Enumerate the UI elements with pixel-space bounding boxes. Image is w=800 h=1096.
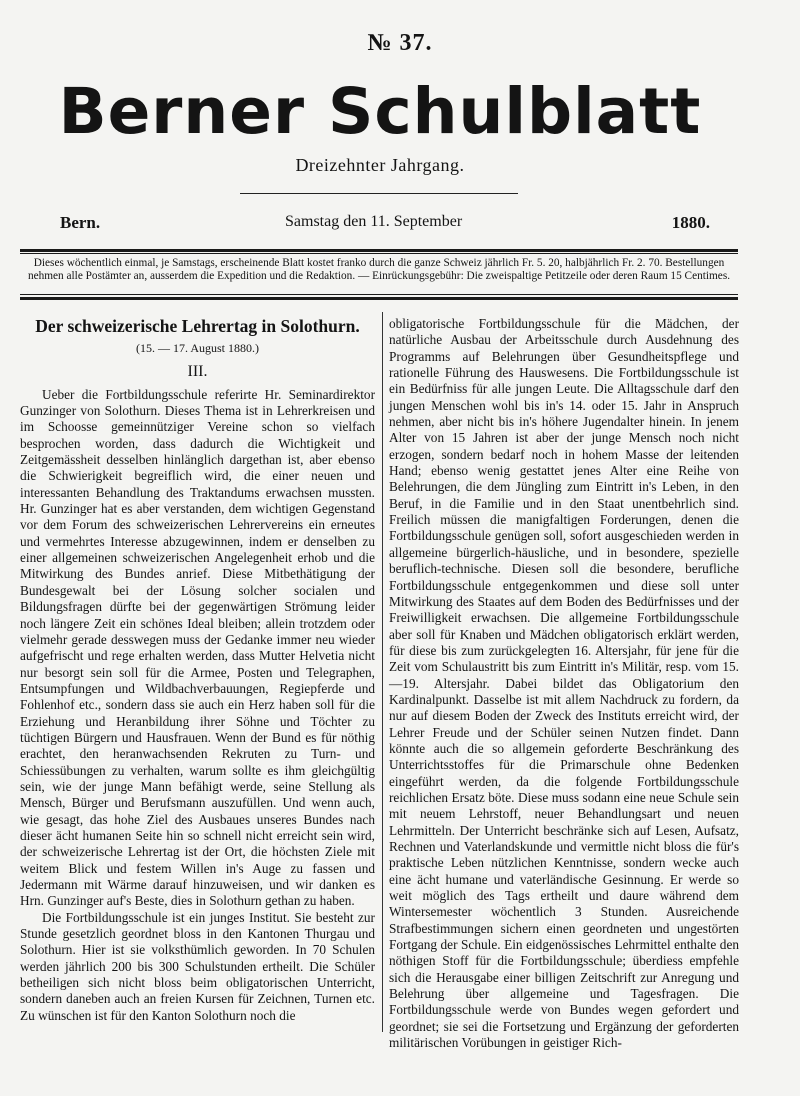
left-column xyxy=(20,316,375,1024)
issue-year: 1880. xyxy=(671,213,710,232)
masthead-divider xyxy=(240,193,518,194)
issue-date: Samstag den 11. September xyxy=(285,213,463,230)
masthead-title: Berner Schulblatt xyxy=(58,75,702,148)
column-divider xyxy=(382,312,383,1032)
article-title: Der schweizerische Lehrertag in Solothurn. xyxy=(35,316,360,336)
notice-bottom-rule-thin xyxy=(20,294,738,295)
right-column xyxy=(389,316,739,1051)
subscription-notice: Dieses wöchentlich einmal, je Samstags, erscheinende Blatt kostet franko durch die ganze Schweiz jährlich Fr. 5. 20, halbjährlich Fr. 2. 70. Bestellungen nehmen alle Postämter an, ausserdem die Expedition und die Redaktion. — Einrückungsgebühr: Die zweispaltige Petitzeile oder deren Raum 15 Centimes. xyxy=(27,257,731,282)
notice-top-rule xyxy=(20,249,738,252)
paragraph: Ueber die Fortbildungsschule referirte Hr. Seminardirektor Gunzinger von Solothurn. Dieses Thema ist in Lehrerkreisen und im Schoosse gemeinnütziger Vereine schon so vielfach besprochen worden, dass dadurch die Wichtigkeit und Zeitgemässheit desselben hinlänglich dargethan ist, aber ebenso die Schwierigkeit begreiflich wird, die einer neuen und interessanten Behandlung des Traktandums erwachsen mussten. Hr. Gunzinger hat es aber verstanden, dem wichtigen Gegenstand vor dem Forum des schweizerischen Lehrervereins ein erneutes und vermehrtes Interesse abzugewinnen, indem er denselben zu einer allgemeinen schweizerischen Angelegenheit erhob und die Mitwirkung des Bundes anrief. Diese Mitbethätigung der Bundesgewalt bei der Lösung solcher socialen und Bildungsfragen dürfte bei der gegenwärtigen Strömung leider noch längere Zeit ein schönes Ideal bleiben; allein trotzdem oder vielmehr gerade desswegen muss der Gedanke immer neu wieder aufgefrischt und rege erhalten werden, dass Mutter Helvetia nicht nur besorgt sein soll für die Armee, Posten und Telegraphen, Entsumpfungen und Wildbachverbauungen, Regiepferde und Fohlenhof etc., sondern dass sie auch ein Herz haben soll für die Erziehung und Heranbildung ihrer Söhne und Töchter zu tüchtigen Bürgern und Hausfrauen. Wenn der Bund es für nöthig erachtet, den heranwachsenden Rekruten zu Turn- und Schiessübungen zu verhalten, warum sollte es ihm gleichgültig sein, wie der junge Mann befähigt werde, seine Stellung als Mensch, Bürger und Berufsmann auszufüllen. Und wenn auch, wie gesagt, das hohe Ziel des Ausbaues unseres Bundes nach dieser ächt humanen Seite hin so schnell nicht erreicht sein wird, der schweizerische Lehrertag ist der Ort, die höchsten Ziele mit weitem Blick und festem Willen in's Auge zu fassen und Jedermann mit Wärme darauf hinzuweisen, und wir danken es Hrn. Gunzinger auf's Beste, dies in Solothurn gethan zu haben. xyxy=(20,386,375,909)
article-dates: (15. — 17. August 1880.) xyxy=(136,341,259,355)
paragraph: obligatorische Fortbildungsschule für die Mädchen, der natürliche Ausbau der Arbeitsschule durch Ausdehnung des Programms auf Belehrungen über Gesundheitspflege und rationelle Führung des Hauswesens. Die Fortbildungsschule ist ein Bedürfniss für alle jungen Leute. Die Alltagsschule darf den jungen Menschen wohl bis in's 14. oder 15. Jahr in Anspruch nehmen, aber nicht bis in's höhere Jugendalter hinein. In jenem Alter von 15 Jahren ist aber der junge Mensch noch nicht erzogen, sondern bedarf noch in hohem Masse der leitenden Hand; ebenso wenig gestattet jenes Alter eine Reihe von Belehrungen, die dem Jüngling zum Eintritt in's Leben, in den Beruf, in die Familie und in den Staat unentbehrlich sind. Freilich müssen die manigfaltigen Forderungen, denen die Fortbildungsschule genügen soll, sofort ausgeschieden werden in allgemeine bürgerlich-häusliche, und in besondere, spezielle beruflich-technische. Diesen soll die besondere, berufliche Fortbildungsschule entgegenkommen und diese soll unter Mitwirkung des Staates auf dem Boden des Bedürfnisses und der Freiwilligkeit erwachsen. Die allgemeine Fortbildungsschule aber soll für Knaben und Mädchen obligatorisch erklärt werden, für diese bis zum zurückgelegten 16. Altersjahr, für jene für die Zeit vom Schulaustritt bis zum Eintritt in's Militär, resp. vom 15.—19. Altersjahr. Dabei bildet das Obligatorium den Kardinalpunkt. Dasselbe ist mit allem Nachdruck zu fordern, da nur auf diesem Boden der Zweck des Instituts erreicht wird, der Lehrer Freude und der Schüler seinen Nutzen findet. Dann könnte auch die so allgemein geforderte Beschränkung des Unterrichtsstoffes für die Primarschule ohne Bedenken eingeführt werden, da die folgende Fortbildungsschule reichlichen Ersatz böte. Diese muss sodann eine neue Schule sein mit neuem Lehrstoff, neuer Behandlungsart und neuen Lehrmitteln. Der Unterricht beschränke sich auf Lesen, Aufsatz, Rechnen und Vaterlandskunde und vermittle nicht bloss die für's praktische Leben nützlichen Kenntnisse, sondern wecke auch eine ächt humane und vaterländische Gesinnung. Er werde so weit möglich des Tags ertheilt und daure während dem Wintersemester wöchentlich 3 Stunden. Ausreichende Strafbestimmungen sichern einen geordneten und ungestörten Fortgang der Schule. Ein eidgenössisches Lehrmittel enthalte den nöthigen Stoff für die Fortbildungsschule; überdiess empfehle sich die Herausgabe einer billigen Zeitschrift zur Anregung und Belehrung über allgemeine und Tagesfragen. Die Fortbildungsschule werde von Bundes wegen gefordert und geordnet; sie sei die Fortsetzung und Ergänzung der geforderten militärischen Vorübungen in geistiger Rich- xyxy=(389,316,739,1051)
notice-top-rule-thin xyxy=(20,253,738,254)
dateline xyxy=(60,213,710,237)
notice-bottom-rule xyxy=(20,297,738,300)
place: Bern. xyxy=(60,213,101,232)
paragraph: Die Fortbildungsschule ist ein junges Institut. Sie besteht zur Stunde gesetzlich geordnet bloss in den Kantonen Thurgau und Solothurn. Hier ist sie volksthümlich geworden. In 70 Schulen werden jährlich 200 bis 300 Schulstunden ertheilt. Die Schüler betheiligen sich nicht bloss beim obligatorischen Unterricht, sondern daneben auch an freien Kursen für Zeichnen, Turnen etc. Zu wünschen ist für den Kanton Solothurn noch die xyxy=(20,909,375,1023)
issue-number: № 37. xyxy=(367,30,433,56)
volume-line: Dreizehnter Jahrgang. xyxy=(295,155,465,175)
section-number: III. xyxy=(187,363,208,381)
